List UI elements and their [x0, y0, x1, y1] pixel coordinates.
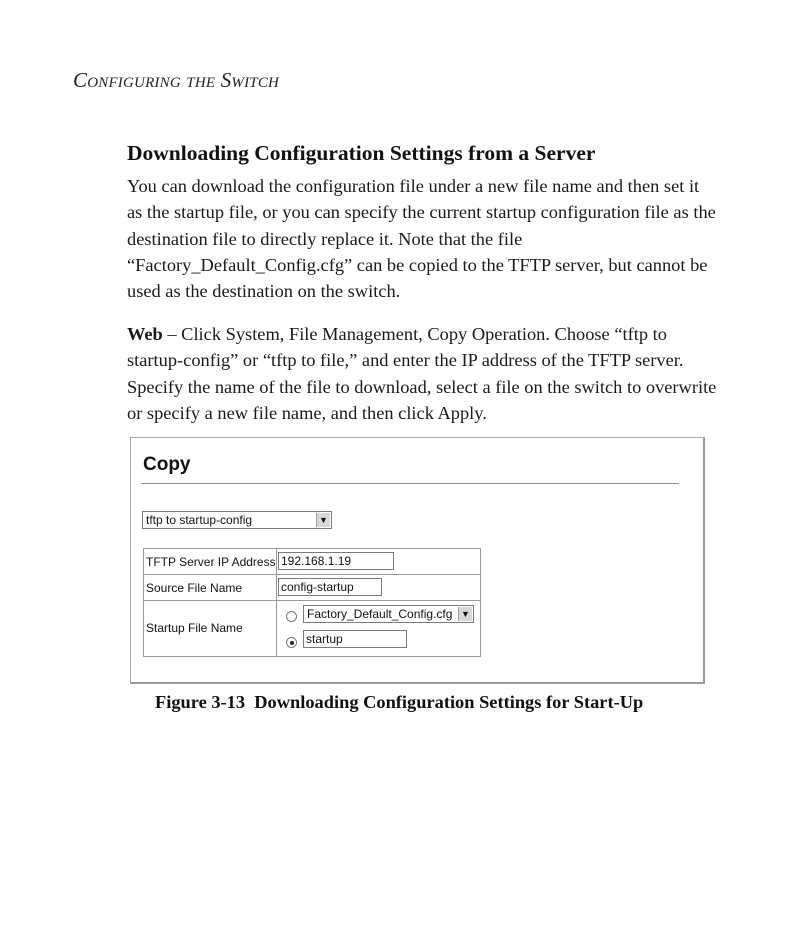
section-heading: Downloading Configuration Settings from a Server — [127, 141, 596, 165]
copy-page-title: Copy — [143, 454, 191, 475]
copy-operation-select[interactable] — [142, 511, 332, 529]
existing-file-radio[interactable] — [286, 611, 297, 622]
web-label: Web — [127, 324, 163, 344]
table-row-source-file — [144, 575, 480, 601]
existing-file-select[interactable] — [303, 605, 474, 623]
table-row-startup-file — [144, 601, 480, 656]
server-ip-label: TFTP Server IP Address — [146, 555, 276, 569]
copy-operation-value: tftp to startup-config — [146, 513, 253, 527]
existing-file-value: Factory_Default_Config.cfg — [307, 607, 453, 621]
new-file-radio[interactable] — [286, 637, 297, 648]
web-instructions-paragraph — [127, 321, 717, 426]
table-row-server-ip — [144, 549, 480, 575]
copy-settings-table — [143, 548, 481, 657]
chevron-down-icon[interactable]: ▼ — [316, 513, 330, 527]
server-ip-input[interactable]: 192.168.1.19 — [278, 552, 394, 570]
startup-file-label: Startup File Name — [146, 621, 243, 635]
copy-ui-screenshot — [130, 437, 705, 684]
figure-caption: Figure 3-13 Downloading Configuration Settings for Start-Up — [155, 692, 644, 712]
source-file-input[interactable]: config-startup — [278, 578, 382, 596]
running-head: Configuring the Switch — [73, 68, 280, 92]
source-file-label: Source File Name — [146, 581, 243, 595]
web-instructions-text: – Click System, File Management, Copy Operation. Choose “tftp to startup-config” or “tftp to file,” and enter the IP address of the TFTP server. Specify the name of the file to download, select a file on the switch to overwrite or specify a new file name, and then click Apply. — [127, 324, 717, 423]
title-divider — [141, 483, 679, 484]
intro-paragraph: You can download the configuration file under a new file name and then set it as the startup file, or you can specify the current startup configuration file as the destination file to directly replace it. Note that the file “Factory_Default_Config.cfg” can be copied to the TFTP server, but cannot be used as the destination on the switch. — [127, 176, 716, 302]
chevron-down-icon[interactable]: ▼ — [458, 607, 472, 621]
new-file-name-input[interactable]: startup — [303, 630, 407, 648]
